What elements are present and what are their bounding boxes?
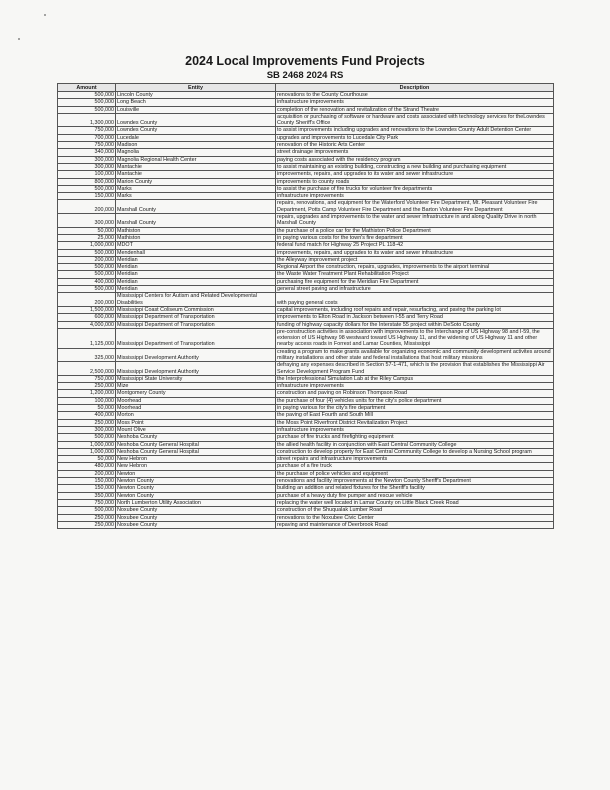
- row-description: construction of the Shuqualak Lumber Road: [276, 507, 554, 514]
- row-entity: Mississippi Development Authority: [116, 362, 276, 376]
- table-body: [58, 92, 554, 529]
- table-row: [58, 390, 554, 397]
- table-row: [58, 113, 554, 127]
- row-entity: Marshall County: [116, 200, 276, 214]
- row-entity: Mantachie: [116, 163, 276, 170]
- row-amount: 25,000: [58, 234, 116, 241]
- row-amount: 150,000: [58, 478, 116, 485]
- table-row: [58, 242, 554, 249]
- row-amount: 200,000: [58, 470, 116, 477]
- table-row: [58, 127, 554, 134]
- row-entity: Moss Point: [116, 419, 276, 426]
- row-entity: Lowndes County: [116, 127, 276, 134]
- row-entity: Mathiston: [116, 227, 276, 234]
- row-entity: Mississippi State University: [116, 375, 276, 382]
- row-description: acquisition or purchasing of software or hardware and costs associated with technology services for theLowndes County Sheriff's Office: [276, 113, 554, 127]
- row-description: purchase of a heavy duty fire pumper and rescue vehicle: [276, 492, 554, 499]
- row-entity: Lowndes County: [116, 113, 276, 127]
- row-description: funding of highway capacity dollars for the Interstate 55 project within DeSoto County: [276, 321, 554, 328]
- row-description: the paving of East Fourth and South Mill: [276, 412, 554, 419]
- row-entity: MDOT: [116, 242, 276, 249]
- row-amount: 500,000: [58, 507, 116, 514]
- row-entity: Marion County: [116, 178, 276, 185]
- row-entity: Marks: [116, 193, 276, 200]
- row-description: pre-construction activities in association with improvements to the Interchange of US Highway 98 and I-59, the extension of US Highway 98 westward toward US Highway 11, and the widening of US Highway 11 and other nearby access roads in Forrest and Lamar Counties, Mississippi: [276, 328, 554, 348]
- table-row: [58, 362, 554, 376]
- row-description: repaving and maintenance of Deerbrook Road: [276, 521, 554, 528]
- row-description: infrastructure improvements: [276, 193, 554, 200]
- row-amount: 250,000: [58, 419, 116, 426]
- row-description: purchase of fire trucks and firefighting equipment: [276, 434, 554, 441]
- table-row: [58, 227, 554, 234]
- table-row: [58, 256, 554, 263]
- table-row: [58, 463, 554, 470]
- row-amount: 700,000: [58, 134, 116, 141]
- row-amount: 300,000: [58, 426, 116, 433]
- projects-table: [57, 83, 554, 529]
- table-row: [58, 514, 554, 521]
- row-description: upgrades and improvements to Lucedale City Park: [276, 134, 554, 141]
- row-description: improvements to county roads: [276, 178, 554, 185]
- row-amount: 200,000: [58, 293, 116, 307]
- row-entity: New Hebron: [116, 456, 276, 463]
- table-row: [58, 149, 554, 156]
- row-entity: Meridian: [116, 278, 276, 285]
- row-amount: 50,000: [58, 405, 116, 412]
- table-row: [58, 499, 554, 506]
- row-entity: Moorhead: [116, 405, 276, 412]
- row-amount: 1,300,000: [58, 113, 116, 127]
- row-description: the purchase of police vehicles and equipment: [276, 470, 554, 477]
- row-entity: Mississippi Department of Transportation: [116, 314, 276, 321]
- row-amount: 480,000: [58, 463, 116, 470]
- row-amount: 500,000: [58, 185, 116, 192]
- table-row: [58, 286, 554, 293]
- row-description: the Moss Point Riverfront District Revitalization Project: [276, 419, 554, 426]
- table-row: [58, 249, 554, 256]
- row-entity: Lucedale: [116, 134, 276, 141]
- table-row: [58, 426, 554, 433]
- row-description: to assist improvements including upgrades and renovations to the Lowndes County Adult Detention Center: [276, 127, 554, 134]
- row-amount: 325,000: [58, 348, 116, 362]
- row-amount: 50,000: [58, 227, 116, 234]
- row-description: Regional Airport the construction, repairs, upgrades, improvements to the airport terminal: [276, 264, 554, 271]
- row-description: paying costs associated with the residency program: [276, 156, 554, 163]
- row-description: defraying any expenses described in Section 57-1-471, which is the provision that establishes the Mississippi Air Service Development Program Fund: [276, 362, 554, 376]
- header-amount: Amount: [58, 84, 116, 92]
- row-description: infrastructure improvements: [276, 426, 554, 433]
- row-amount: 250,000: [58, 521, 116, 528]
- row-entity: Moorhead: [116, 397, 276, 404]
- table-row: [58, 492, 554, 499]
- row-description: infrastructure improvements: [276, 383, 554, 390]
- table-row: [58, 441, 554, 448]
- document-title: 2024 Local Improvements Fund Projects: [185, 54, 425, 68]
- row-description: capital improvements, including roof repairs and repair, resurfacing, and paving the parking lot: [276, 306, 554, 313]
- row-amount: 1,000,000: [58, 441, 116, 448]
- row-entity: Marks: [116, 185, 276, 192]
- row-amount: 500,000: [58, 271, 116, 278]
- row-description: purchase of a fire truck: [276, 463, 554, 470]
- table-row: [58, 278, 554, 285]
- header-description: Description: [276, 84, 554, 92]
- row-amount: 150,000: [58, 193, 116, 200]
- row-entity: Neshoba County: [116, 434, 276, 441]
- row-amount: 500,000: [58, 434, 116, 441]
- table-row: [58, 163, 554, 170]
- row-entity: Marshall County: [116, 214, 276, 228]
- row-entity: Newton County: [116, 485, 276, 492]
- row-entity: Mendenhall: [116, 249, 276, 256]
- table-row: [58, 434, 554, 441]
- row-amount: 500,000: [58, 249, 116, 256]
- row-description: general street paving and infrastructure: [276, 286, 554, 293]
- row-entity: Magnolia Regional Health Center: [116, 156, 276, 163]
- row-amount: 300,000: [58, 163, 116, 170]
- table-row: [58, 507, 554, 514]
- row-description: in paying various costs for the town's fire department: [276, 234, 554, 241]
- table-row: [58, 156, 554, 163]
- row-amount: 100,000: [58, 397, 116, 404]
- row-description: the Alleyway improvement project: [276, 256, 554, 263]
- table-row: [58, 412, 554, 419]
- table-row: [58, 348, 554, 362]
- row-amount: 750,000: [58, 375, 116, 382]
- row-entity: Mantachie: [116, 171, 276, 178]
- row-amount: 500,000: [58, 106, 116, 113]
- row-amount: 4,000,000: [58, 321, 116, 328]
- table-row: [58, 200, 554, 214]
- row-description: to assist maintaining an existing building, constructing a new building and purchasing equipment: [276, 163, 554, 170]
- table-row: [58, 214, 554, 228]
- row-entity: Lincoln County: [116, 92, 276, 99]
- row-entity: Neshoba County General Hospital: [116, 448, 276, 455]
- row-amount: 150,000: [58, 485, 116, 492]
- row-description: the allied health facility in conjunction with East Central Community College: [276, 441, 554, 448]
- document-subtitle: SB 2468 2024 RS: [266, 70, 344, 81]
- table-row: [58, 293, 554, 307]
- row-entity: Morton: [116, 412, 276, 419]
- row-description: the purchase of a police car for the Mathiston Police Department: [276, 227, 554, 234]
- table-row: [58, 328, 554, 348]
- row-description: purchasing fire equipment for the Meridian Fire Department: [276, 278, 554, 285]
- row-description: building an addition and related fixtures for the Sheriff's facility: [276, 485, 554, 492]
- table-row: [58, 397, 554, 404]
- row-amount: 800,000: [58, 178, 116, 185]
- row-amount: 250,000: [58, 383, 116, 390]
- row-entity: Mississippi Department of Transportation: [116, 321, 276, 328]
- table-row: [58, 470, 554, 477]
- row-amount: 200,000: [58, 200, 116, 214]
- row-amount: 200,000: [58, 256, 116, 263]
- table-row: [58, 171, 554, 178]
- table-row: [58, 134, 554, 141]
- row-entity: Mathiston: [116, 234, 276, 241]
- table-row: [58, 448, 554, 455]
- row-amount: 350,000: [58, 492, 116, 499]
- table-header-row: [58, 84, 554, 92]
- row-amount: 250,000: [58, 514, 116, 521]
- row-description: street repairs and infrastructure improvements: [276, 456, 554, 463]
- table-row: [58, 178, 554, 185]
- row-entity: Newton County: [116, 492, 276, 499]
- table-row: [58, 185, 554, 192]
- row-entity: Newton: [116, 470, 276, 477]
- row-entity: Meridian: [116, 271, 276, 278]
- row-description: with paying general costs: [276, 293, 554, 307]
- table-row: [58, 92, 554, 99]
- row-amount: 100,000: [58, 171, 116, 178]
- row-description: improvements, repairs, and upgrades to its water and sewer infrastructure: [276, 249, 554, 256]
- row-entity: Mississippi Department of Transportation: [116, 328, 276, 348]
- row-amount: 340,000: [58, 149, 116, 156]
- row-amount: 750,000: [58, 127, 116, 134]
- row-description: construction and paving on Robinson Thompson Road: [276, 390, 554, 397]
- row-entity: Meridian: [116, 286, 276, 293]
- row-description: renovations to the Noxubee Civic Center: [276, 514, 554, 521]
- row-description: improvements to Elton Road in Jackson between I-55 and Terry Road: [276, 314, 554, 321]
- row-description: renovations and facility improvements at the Newton County Sheriff's Department: [276, 478, 554, 485]
- row-description: completion of the renovation and revitalization of the Strand Theatre: [276, 106, 554, 113]
- row-entity: Madison: [116, 142, 276, 149]
- row-entity: Mississippi Coast Coliseum Commission: [116, 306, 276, 313]
- row-description: infrastructure improvements: [276, 99, 554, 106]
- table-row: [58, 106, 554, 113]
- row-amount: 300,000: [58, 156, 116, 163]
- row-amount: 400,000: [58, 278, 116, 285]
- row-amount: 2,500,000: [58, 362, 116, 376]
- scan-speck: [44, 14, 46, 16]
- table-row: [58, 306, 554, 313]
- row-entity: Louisville: [116, 106, 276, 113]
- row-entity: Meridian: [116, 264, 276, 271]
- row-description: repairs, upgrades and improvements to the water and sewer infrastructure in and along Quality Drive in north Marshall County: [276, 214, 554, 228]
- row-entity: Magnolia: [116, 149, 276, 156]
- table-row: [58, 99, 554, 106]
- header-entity: Entity: [116, 84, 276, 92]
- row-entity: North Lumberton Utility Association: [116, 499, 276, 506]
- row-description: in paying various for the city's fire department: [276, 405, 554, 412]
- row-entity: Meridian: [116, 256, 276, 263]
- row-amount: 400,000: [58, 412, 116, 419]
- row-entity: New Hebron: [116, 463, 276, 470]
- row-entity: Mississippi Development Authority: [116, 348, 276, 362]
- row-description: construction to develop property for East Central Community College to develop a Nursing School program: [276, 448, 554, 455]
- row-amount: 300,000: [58, 214, 116, 228]
- row-amount: 500,000: [58, 92, 116, 99]
- row-entity: Neshoba County General Hospital: [116, 441, 276, 448]
- table-row: [58, 234, 554, 241]
- row-amount: 500,000: [58, 99, 116, 106]
- table-row: [58, 321, 554, 328]
- table-row: [58, 521, 554, 528]
- table-row: [58, 405, 554, 412]
- table-row: [58, 375, 554, 382]
- table-row: [58, 193, 554, 200]
- row-description: federal fund match for Highway 25 Project PL 118-42: [276, 242, 554, 249]
- row-amount: 1,200,000: [58, 390, 116, 397]
- row-amount: 1,500,000: [58, 306, 116, 313]
- table-row: [58, 478, 554, 485]
- table-row: [58, 383, 554, 390]
- table-row: [58, 314, 554, 321]
- row-description: replacing the water well located in Lamar County on Little Black Creek Road: [276, 499, 554, 506]
- row-amount: 750,000: [58, 499, 116, 506]
- row-entity: Montgomery County: [116, 390, 276, 397]
- row-description: renovations to the County Courthouse: [276, 92, 554, 99]
- row-description: creating a program to make grants available for organizing economic and community development activites around military installations and other state and federal installations that host military missions: [276, 348, 554, 362]
- table-row: [58, 264, 554, 271]
- row-amount: 500,000: [58, 264, 116, 271]
- row-amount: 50,000: [58, 456, 116, 463]
- row-entity: Noxubee County: [116, 507, 276, 514]
- row-description: the Waste Water Treatment Plant Rehabilitation Project: [276, 271, 554, 278]
- row-entity: Noxubee County: [116, 521, 276, 528]
- row-entity: Mississippi Centers for Autism and Related Developmental Disabilities: [116, 293, 276, 307]
- row-description: to assist the purchase of fire trucks for volunteer fire departments: [276, 185, 554, 192]
- table-row: [58, 485, 554, 492]
- row-entity: Newton County: [116, 478, 276, 485]
- row-entity: Noxubee County: [116, 514, 276, 521]
- table-row: [58, 456, 554, 463]
- row-description: the Interprofessional Simulation Lab at the Riley Campus: [276, 375, 554, 382]
- table-row: [58, 419, 554, 426]
- row-description: improvements, repairs, and upgrades to its water and sewer infrastructure: [276, 171, 554, 178]
- row-description: renovation of the Historic Arts Center: [276, 142, 554, 149]
- row-amount: 1,000,000: [58, 448, 116, 455]
- row-amount: 750,000: [58, 142, 116, 149]
- row-entity: Long Beach: [116, 99, 276, 106]
- row-description: street drainage improvements: [276, 149, 554, 156]
- table-row: [58, 271, 554, 278]
- row-description: repairs, renovations, and equipment for the Waterford Volunteer Fire Department, Mt. Pleasant Volunteer Fire Department, Potts Camp Volunteer Fire Department and the Barton Volunteer Fire Department: [276, 200, 554, 214]
- table-row: [58, 142, 554, 149]
- scan-speck: [18, 38, 20, 40]
- row-amount: 1,125,000: [58, 328, 116, 348]
- row-amount: 600,000: [58, 314, 116, 321]
- row-entity: Mize: [116, 383, 276, 390]
- row-amount: 1,000,000: [58, 242, 116, 249]
- row-description: the purchase of four (4) vehicles units for the city's police department: [276, 397, 554, 404]
- row-amount: 500,000: [58, 286, 116, 293]
- row-entity: Mount Olive: [116, 426, 276, 433]
